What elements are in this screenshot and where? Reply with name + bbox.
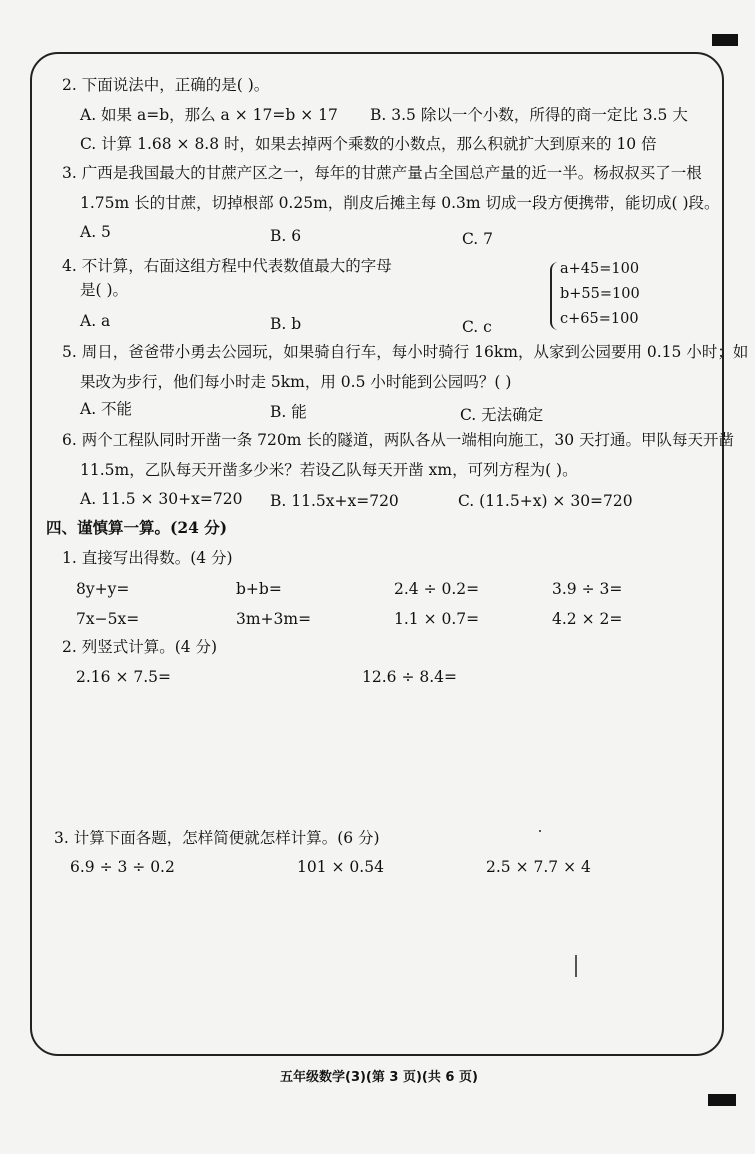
question-4-line-2: 是( )。 [80, 281, 129, 299]
part-1-title: 1. 直接写出得数。(4 分) [62, 549, 233, 567]
question-5-option-c: C. 无法确定 [460, 406, 544, 424]
mental-math-3: 2.4 ÷ 0.2= [394, 580, 480, 598]
question-4-option-b: B. b [270, 315, 302, 333]
mental-math-5: 7x−5x= [76, 610, 140, 628]
question-4-line-1: 4. 不计算，右面这组方程中代表数值最大的字母 [62, 257, 392, 275]
simplify-calc-2: 101 × 0.54 [297, 858, 384, 876]
question-6-line-1: 6. 两个工程队同时开凿一条 720m 长的隧道，两队各从一端相向施工，30 天打通。甲队每天开凿 [62, 431, 735, 449]
mental-math-2: b+b= [236, 580, 282, 598]
mental-math-4: 3.9 ÷ 3= [552, 580, 623, 598]
question-2-option-a: A. 如果 a=b，那么 a × 17=b × 17 [80, 106, 338, 124]
question-2-stem: 2. 下面说法中，正确的是( )。 [62, 76, 270, 94]
question-5-line-1: 5. 周日，爸爸带小勇去公园玩，如果骑自行车，每小时骑行 16km，从家到公园要用 0.15 小时；如 [62, 343, 749, 361]
mental-math-6: 3m+3m= [236, 610, 312, 628]
question-4-option-c: C. c [462, 318, 492, 336]
part-2-title: 2. 列竖式计算。(4 分) [62, 638, 218, 656]
question-6-line-2: 11.5m，乙队每天开凿多少米？若设乙队每天开凿 xm，可列方程为( )。 [80, 461, 578, 479]
question-3-option-b: B. 6 [270, 227, 302, 245]
question-2-option-c: C. 计算 1.68 × 8.8 时，如果去掉两个乘数的小数点，那么积就扩大到原来的 10 倍 [80, 135, 657, 153]
question-3-line-2: 1.75m 长的甘蔗，切掉根部 0.25m，削皮后摊主每 0.3m 切成一段方便携带，能切成( )段。 [80, 194, 720, 212]
vertical-calc-2: 12.6 ÷ 8.4= [362, 668, 457, 686]
question-4-option-a: A. a [80, 312, 111, 330]
mental-math-7: 1.1 × 0.7= [394, 610, 480, 628]
equation-brace [550, 262, 560, 330]
part-3-title: 3. 计算下面各题，怎样简便就怎样计算。(6 分) [54, 829, 380, 847]
question-3-option-a: A. 5 [80, 223, 111, 241]
equation-3: c+65=100 [560, 311, 639, 327]
question-2-option-b: B. 3.5 除以一个小数，所得的商一定比 3.5 大 [370, 106, 688, 124]
registration-mark-bottom [708, 1094, 736, 1106]
question-3-option-c: C. 7 [462, 230, 494, 248]
simplify-calc-3: 2.5 × 7.7 × 4 [486, 858, 591, 876]
question-5-option-b: B. 能 [270, 403, 307, 421]
mental-math-8: 4.2 × 2= [552, 610, 623, 628]
question-3-line-1: 3. 广西是我国最大的甘蔗产区之一，每年的甘蔗产量占全国总产量的近一半。杨叔叔买了一根 [62, 164, 702, 182]
mental-math-1: 8y+y= [76, 580, 130, 598]
equation-1: a+45=100 [560, 261, 640, 277]
question-5-line-2: 果改为步行，他们每小时走 5km，用 0.5 小时能到公园吗？( ) [80, 373, 512, 391]
vertical-calc-1: 2.16 × 7.5= [76, 668, 171, 686]
simplify-calc-1: 6.9 ÷ 3 ÷ 0.2 [70, 858, 175, 876]
question-5-option-a: A. 不能 [80, 400, 133, 418]
question-6-option-c: C. (11.5+x) × 30=720 [458, 492, 633, 510]
registration-mark-top [712, 34, 738, 46]
question-6-option-a: A. 11.5 × 30+x=720 [80, 490, 243, 508]
section-4-title: 四、谨慎算一算。(24 分) [46, 518, 228, 537]
equation-2: b+55=100 [560, 286, 640, 302]
page-footer: 五年级数学(3)(第 3 页)(共 6 页) [280, 1070, 478, 1085]
question-6-option-b: B. 11.5x+x=720 [270, 492, 399, 510]
